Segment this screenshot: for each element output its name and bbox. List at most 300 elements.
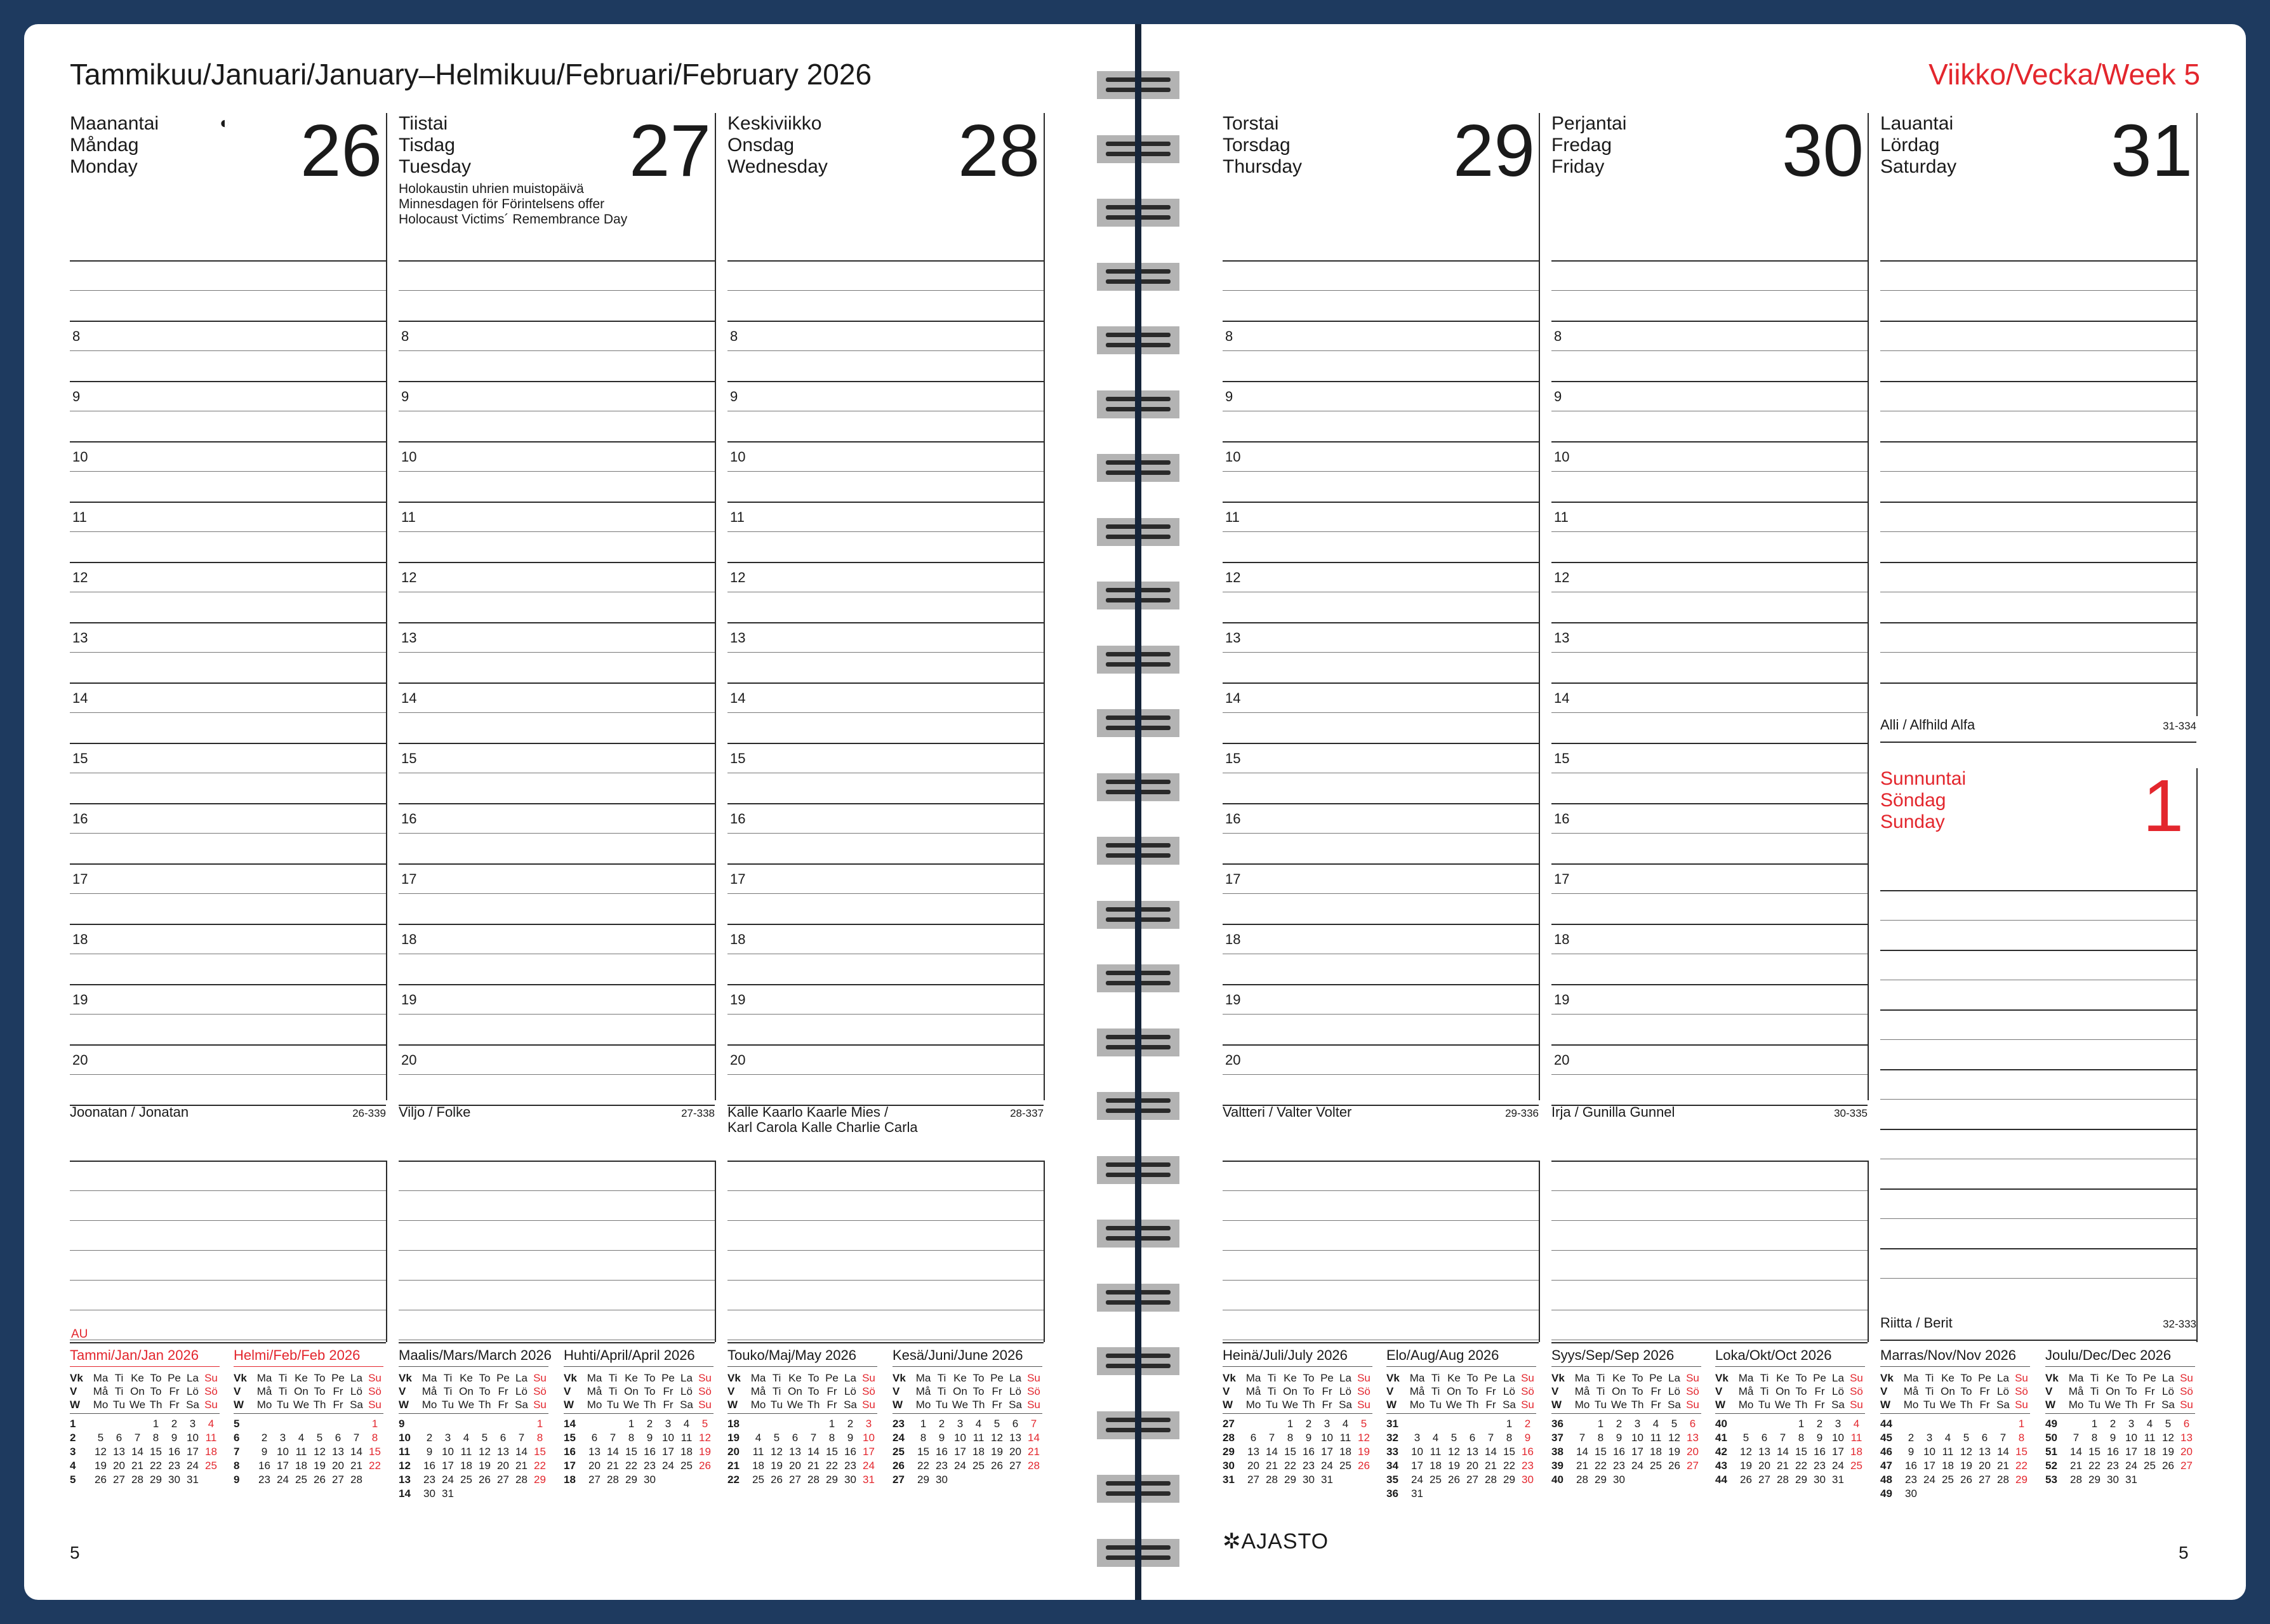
hour-label: 15 xyxy=(1225,750,1241,766)
column-divider xyxy=(2196,113,2198,716)
date-cell: 19 xyxy=(1668,1446,1680,1458)
notes-line xyxy=(727,1250,1044,1251)
ruled-line xyxy=(1551,562,1868,563)
date-cell: 19 xyxy=(991,1446,1003,1458)
date-cell: 11 xyxy=(1430,1446,1442,1458)
hour-label: 18 xyxy=(1554,931,1570,947)
hour-label: 8 xyxy=(730,328,738,344)
date-cell: 1 xyxy=(1506,1418,1513,1430)
date-cell: 24 xyxy=(863,1460,875,1472)
weekday-label: Th xyxy=(972,1399,985,1411)
date-cell: 9 xyxy=(261,1446,268,1458)
date-cell: 27 xyxy=(497,1474,509,1486)
date-cell: 30 xyxy=(1522,1474,1534,1486)
weekday-label: Mo xyxy=(421,1399,437,1411)
day-count-code: 31-334 xyxy=(2163,720,2196,732)
month-rule xyxy=(399,1366,548,1367)
date-cell: 24 xyxy=(1631,1460,1643,1472)
weekday-label: Su xyxy=(368,1399,382,1411)
date-cell: 4 xyxy=(463,1432,470,1444)
date-cell: 8 xyxy=(1287,1432,1294,1444)
weekday-label: W xyxy=(70,1399,81,1411)
date-cell: 5 xyxy=(481,1432,488,1444)
date-cell: 8 xyxy=(828,1432,835,1444)
date-cell: 26 xyxy=(991,1460,1003,1472)
date-cell: 11 xyxy=(680,1432,693,1444)
weekday-label: Th xyxy=(807,1399,820,1411)
weekday-label: Fr xyxy=(1485,1399,1496,1411)
weekday-label: Må xyxy=(421,1385,437,1397)
date-cell: 19 xyxy=(479,1460,491,1472)
date-cell: 27 xyxy=(789,1474,801,1486)
date-cell: 16 xyxy=(936,1446,948,1458)
weekday-label: Fr xyxy=(1485,1385,1496,1397)
date-cell: 15 xyxy=(1284,1446,1296,1458)
weekday-label: W xyxy=(1715,1399,1726,1411)
week-number: 3 xyxy=(70,1446,76,1458)
weekday-label: Fr xyxy=(169,1385,180,1397)
weekday-label: Ti xyxy=(114,1385,124,1397)
hour-label: 17 xyxy=(1554,871,1570,887)
ruled-line xyxy=(727,652,1044,653)
weekday-label: Su xyxy=(533,1399,547,1411)
week-number: 41 xyxy=(1715,1432,1727,1444)
weekday-label: Mo xyxy=(1245,1399,1261,1411)
weekday-label: To xyxy=(150,1372,162,1384)
week-number: 36 xyxy=(1386,1488,1398,1500)
day-name-line: Fredag xyxy=(1551,135,1612,156)
date-cell: 7 xyxy=(1030,1418,1037,1430)
weekday-label: Su xyxy=(698,1399,712,1411)
hour-label: 10 xyxy=(1554,449,1570,465)
date-cell: 3 xyxy=(2128,1418,2135,1430)
weekday-label: Mo xyxy=(256,1399,272,1411)
hour-label: 9 xyxy=(730,389,738,404)
date-cell: 6 xyxy=(116,1432,123,1444)
weekday-label: V xyxy=(1551,1385,1559,1397)
month-rule xyxy=(893,1366,1042,1367)
date-cell: 1 xyxy=(1597,1418,1604,1430)
date-cell: 31 xyxy=(1411,1488,1423,1500)
weekday-label: Fr xyxy=(1322,1385,1332,1397)
week-number: 32 xyxy=(1386,1432,1398,1444)
weekday-label: Sö xyxy=(698,1385,712,1397)
date-cell: 14 xyxy=(1485,1446,1497,1458)
weekday-label: Tu xyxy=(1429,1399,1442,1411)
date-cell: 27 xyxy=(1009,1460,1021,1472)
day-name-line: Thursday xyxy=(1223,156,1303,177)
date-cell: 2 xyxy=(847,1418,854,1430)
weekday-label: Ti xyxy=(1925,1372,1934,1384)
hour-label: 10 xyxy=(401,449,417,465)
date-cell: 23 xyxy=(844,1460,856,1472)
ruled-line xyxy=(70,381,386,382)
date-cell: 25 xyxy=(205,1460,217,1472)
ruled-line xyxy=(70,893,386,894)
date-cell: 19 xyxy=(2162,1446,2174,1458)
week-number: 30 xyxy=(1223,1460,1235,1472)
date-cell: 17 xyxy=(277,1460,289,1472)
ruled-line xyxy=(70,1014,386,1015)
date-cell: 17 xyxy=(2125,1446,2137,1458)
day-column xyxy=(70,109,386,1351)
date-cell: 25 xyxy=(1942,1474,1954,1486)
date-cell: 11 xyxy=(1339,1432,1351,1444)
weekday-label: Ti xyxy=(114,1372,124,1384)
date-cell: 15 xyxy=(826,1446,838,1458)
nameday-line: Valtteri / Valter Volter xyxy=(1223,1104,1352,1120)
hour-label: 20 xyxy=(72,1052,88,1068)
ruled-line xyxy=(399,502,715,503)
date-cell: 3 xyxy=(957,1418,964,1430)
week-number: 21 xyxy=(727,1460,740,1472)
weekday-label: Sa xyxy=(1339,1399,1352,1411)
week-number: 39 xyxy=(1551,1460,1563,1472)
ruled-line xyxy=(1223,321,1539,322)
month-rule xyxy=(1715,1366,1865,1367)
weekday-label: Lö xyxy=(1997,1385,2009,1397)
weekday-label: La xyxy=(515,1372,528,1384)
week-number: 23 xyxy=(893,1418,905,1430)
mini-month xyxy=(1880,1347,2033,1531)
week-number: 22 xyxy=(727,1474,740,1486)
date-cell: 8 xyxy=(2018,1432,2025,1444)
ruled-line xyxy=(727,381,1044,382)
weekday-label: Ti xyxy=(772,1372,781,1384)
ruled-line xyxy=(70,290,386,291)
date-cell: 8 xyxy=(1506,1432,1513,1444)
weekday-label: Fr xyxy=(333,1399,343,1411)
week-number: 45 xyxy=(1880,1432,1892,1444)
ruled-line xyxy=(70,712,386,713)
weekday-label: Ma xyxy=(915,1372,931,1384)
hour-label: 13 xyxy=(730,630,746,646)
date-cell: 18 xyxy=(460,1460,472,1472)
day-name xyxy=(727,113,828,178)
weekday-label: La xyxy=(844,1372,856,1384)
weekday-label: On xyxy=(1612,1385,1626,1397)
date-cell: 5 xyxy=(1450,1432,1457,1444)
weekday-label: V xyxy=(399,1385,406,1397)
month-title: Heinä/Juli/July 2026 xyxy=(1223,1347,1348,1363)
date-cell: 22 xyxy=(1284,1460,1296,1472)
date-cell: 13 xyxy=(1009,1432,1021,1444)
weekday-label: Fr xyxy=(1979,1385,1990,1397)
date-cell: 13 xyxy=(1979,1446,1991,1458)
ruled-line xyxy=(1551,381,1868,382)
date-cell: 28 xyxy=(2070,1474,2082,1486)
weekday-label: Ke xyxy=(1284,1372,1297,1384)
weekday-label: Ti xyxy=(1267,1385,1277,1397)
weekday-label: To xyxy=(1466,1372,1478,1384)
header-rule xyxy=(1386,1413,1536,1414)
hour-label: 14 xyxy=(401,690,417,706)
weekday-label: Ke xyxy=(131,1372,144,1384)
weekday-label: Vk xyxy=(2045,1372,2059,1384)
date-cell: 3 xyxy=(665,1418,672,1430)
weekday-label: Th xyxy=(1466,1399,1479,1411)
weekday-label: Sa xyxy=(844,1399,857,1411)
weekday-label: Fr xyxy=(1322,1399,1332,1411)
ruled-line xyxy=(399,441,715,443)
mini-month xyxy=(564,1347,716,1531)
week-number: 33 xyxy=(1386,1446,1398,1458)
week-number: 31 xyxy=(1386,1418,1398,1430)
weekday-label: W xyxy=(2045,1399,2056,1411)
date-cell: 12 xyxy=(771,1446,783,1458)
weekday-label: Mo xyxy=(2068,1399,2084,1411)
day-number: 31 xyxy=(2110,109,2193,192)
month-rule xyxy=(1223,1366,1372,1367)
weekday-label: Må xyxy=(1574,1385,1590,1397)
date-cell: 30 xyxy=(644,1474,656,1486)
column-divider xyxy=(715,113,716,1100)
ruled-line xyxy=(399,712,715,713)
weekday-label: On xyxy=(953,1385,967,1397)
notes-line xyxy=(1551,1190,1868,1191)
notes-line xyxy=(1551,1161,1868,1162)
week-number: 36 xyxy=(1551,1418,1563,1430)
nameday-line: Viljo / Folke xyxy=(399,1104,471,1120)
date-cell: 2 xyxy=(1524,1418,1531,1430)
hour-label: 17 xyxy=(72,871,88,887)
date-cell: 1 xyxy=(536,1418,543,1430)
ruled-line xyxy=(1551,441,1868,443)
holiday-text xyxy=(399,182,627,227)
nameday xyxy=(70,1105,189,1120)
date-cell: 2 xyxy=(2109,1418,2116,1430)
weekday-label: V xyxy=(1880,1385,1888,1397)
weekday-label: Fr xyxy=(663,1385,674,1397)
date-cell: 5 xyxy=(773,1432,780,1444)
week-number: 53 xyxy=(2045,1474,2057,1486)
day-name xyxy=(1880,768,1966,833)
date-cell: 13 xyxy=(1687,1432,1699,1444)
date-cell: 27 xyxy=(332,1474,344,1486)
date-cell: 26 xyxy=(1668,1460,1680,1472)
weekday-label: Su xyxy=(1521,1399,1534,1411)
date-cell: 18 xyxy=(1339,1446,1351,1458)
ruled-line xyxy=(1223,290,1539,291)
date-cell: 26 xyxy=(479,1474,491,1486)
ruled-line xyxy=(399,924,715,925)
ruled-line xyxy=(399,743,715,744)
week-number: 28 xyxy=(1223,1432,1235,1444)
weekday-label: To xyxy=(1631,1385,1643,1397)
weekday-label: W xyxy=(399,1399,409,1411)
week-number: 16 xyxy=(564,1446,576,1458)
ruled-line xyxy=(70,350,386,351)
date-cell: 21 xyxy=(515,1460,528,1472)
hour-label: 19 xyxy=(72,992,88,1008)
week-number: 14 xyxy=(564,1418,576,1430)
ruled-line xyxy=(70,502,386,503)
week-number: 5 xyxy=(234,1418,240,1430)
weekday-label: Ma xyxy=(1409,1372,1425,1384)
month-title: Touko/Maj/May 2026 xyxy=(727,1347,856,1363)
planner-spread xyxy=(24,24,2246,1600)
ruled-line xyxy=(399,260,715,262)
week-number: 49 xyxy=(2045,1418,2057,1430)
date-cell: 30 xyxy=(1814,1474,1826,1486)
weekday-label: Ti xyxy=(1596,1385,1605,1397)
week-number: 38 xyxy=(1551,1446,1563,1458)
weekday-label: Fr xyxy=(1650,1399,1661,1411)
date-cell: 20 xyxy=(789,1460,801,1472)
day-number: 1 xyxy=(2142,764,2184,847)
weekday-label: Mo xyxy=(915,1399,931,1411)
date-cell: 11 xyxy=(205,1432,217,1444)
weekday-label: Pe xyxy=(1813,1372,1826,1384)
nameday xyxy=(727,1105,918,1135)
date-cell: 20 xyxy=(588,1460,601,1472)
hour-label: 16 xyxy=(401,811,417,827)
weekday-label: To xyxy=(644,1372,656,1384)
date-cell: 14 xyxy=(1997,1446,2009,1458)
date-cell: 13 xyxy=(2180,1432,2193,1444)
date-cell: 30 xyxy=(844,1474,856,1486)
week-number: 47 xyxy=(1880,1460,1892,1472)
date-cell: 27 xyxy=(1247,1474,1259,1486)
date-cell: 10 xyxy=(1411,1446,1423,1458)
date-cell: 4 xyxy=(1944,1432,1951,1444)
weekday-label: V xyxy=(70,1385,77,1397)
ruled-line xyxy=(1551,984,1868,985)
ruled-line xyxy=(1880,682,2196,684)
day-count-code: 27-338 xyxy=(681,1107,715,1119)
weekday-label: Sö xyxy=(862,1385,875,1397)
date-cell: 23 xyxy=(1522,1460,1534,1472)
day-name-line: Onsdag xyxy=(727,135,795,156)
weekday-label: Ke xyxy=(1776,1372,1789,1384)
weekday-label: We xyxy=(129,1399,146,1411)
hour-label: 11 xyxy=(1554,509,1569,525)
weekday-label: Må xyxy=(2068,1385,2084,1397)
date-cell: 9 xyxy=(1524,1432,1531,1444)
ruled-line xyxy=(1880,350,2196,351)
date-cell: 3 xyxy=(1414,1432,1421,1444)
date-cell: 26 xyxy=(314,1474,326,1486)
date-cell: 10 xyxy=(954,1432,966,1444)
hour-label: 16 xyxy=(1225,811,1241,827)
notes-line xyxy=(1551,1280,1868,1281)
hour-label: 11 xyxy=(401,509,416,525)
hour-label: 12 xyxy=(1554,569,1570,585)
ruled-line xyxy=(1880,950,2196,951)
weekday-label: Su xyxy=(862,1399,875,1411)
date-cell: 4 xyxy=(755,1432,762,1444)
date-cell: 23 xyxy=(1905,1474,1917,1486)
weekday-label: Ti xyxy=(2090,1385,2099,1397)
date-cell: 22 xyxy=(1503,1460,1515,1472)
nameday xyxy=(399,1105,470,1120)
day-name-line: Sunday xyxy=(1880,811,1945,832)
ruled-line xyxy=(1880,502,2196,503)
date-cell: 22 xyxy=(2088,1460,2101,1472)
ruled-line xyxy=(1551,471,1868,472)
hour-label: 20 xyxy=(730,1052,746,1068)
weekday-label: To xyxy=(2125,1372,2137,1384)
ruled-line xyxy=(1880,1248,2196,1249)
notes-divider xyxy=(1868,1161,1869,1342)
hour-label: 8 xyxy=(401,328,409,344)
date-cell: 19 xyxy=(1358,1446,1370,1458)
weekday-label: Su xyxy=(204,1372,218,1384)
week-number: 44 xyxy=(1880,1418,1892,1430)
hour-label: 15 xyxy=(72,750,88,766)
hour-label: 18 xyxy=(72,931,88,947)
ruled-line xyxy=(399,803,715,804)
ruled-line xyxy=(1880,1340,2196,1341)
ruled-line xyxy=(1551,863,1868,865)
notes-line xyxy=(70,1220,386,1221)
date-cell: 19 xyxy=(95,1460,107,1472)
weekday-label: W xyxy=(727,1399,738,1411)
week-number: 52 xyxy=(2045,1460,2057,1472)
weekday-label: We xyxy=(787,1399,804,1411)
ruled-line xyxy=(1223,1074,1539,1075)
spine xyxy=(1135,24,1141,1600)
ruled-line xyxy=(70,531,386,532)
date-cell: 30 xyxy=(1905,1488,1917,1500)
date-cell: 25 xyxy=(972,1460,985,1472)
hour-label: 9 xyxy=(1225,389,1233,404)
hour-label: 10 xyxy=(1225,449,1241,465)
ruled-line xyxy=(1223,1014,1539,1015)
header-rule xyxy=(399,1413,548,1414)
nameday xyxy=(1223,1105,1351,1120)
weekday-label: Vk xyxy=(893,1372,906,1384)
weekday-label: Sö xyxy=(2180,1385,2193,1397)
weekday-label: To xyxy=(1795,1372,1807,1384)
weekday-label: La xyxy=(1009,1372,1021,1384)
date-cell: 8 xyxy=(628,1432,635,1444)
weekday-label: Sö xyxy=(1850,1385,1863,1397)
notes-line xyxy=(399,1280,715,1281)
date-cell: 18 xyxy=(680,1446,693,1458)
date-cell: 6 xyxy=(1250,1432,1257,1444)
weekday-label: Th xyxy=(478,1399,491,1411)
ruled-line xyxy=(399,893,715,894)
notes-line xyxy=(1223,1342,1539,1343)
month-title: Elo/Aug/Aug 2026 xyxy=(1386,1347,1499,1363)
weekday-label: Lö xyxy=(350,1385,362,1397)
ruled-line xyxy=(1551,321,1868,322)
ruled-line xyxy=(727,743,1044,744)
date-cell: 17 xyxy=(954,1446,966,1458)
day-name-line: Torstai xyxy=(1223,113,1279,134)
weekday-label: Fr xyxy=(1979,1399,1990,1411)
weekday-label: Lö xyxy=(680,1385,693,1397)
holiday-line: Minnesdagen för Förintelsens offer xyxy=(399,197,605,211)
weekday-label: Fr xyxy=(992,1385,1002,1397)
hour-label: 10 xyxy=(730,449,746,465)
week-number: 19 xyxy=(727,1432,740,1444)
weekday-label: La xyxy=(680,1372,693,1384)
day-count-code: 28-337 xyxy=(1010,1107,1044,1119)
date-cell: 5 xyxy=(1963,1432,1970,1444)
date-cell: 11 xyxy=(295,1446,307,1458)
date-cell: 28 xyxy=(1485,1474,1497,1486)
ruled-line xyxy=(1551,1014,1868,1015)
weekday-label: Lö xyxy=(1668,1385,1680,1397)
weekday-label: Ti xyxy=(937,1372,946,1384)
date-cell: 10 xyxy=(863,1432,875,1444)
date-cell: 10 xyxy=(662,1432,674,1444)
date-cell: 10 xyxy=(1832,1432,1844,1444)
ruled-line xyxy=(70,1044,386,1046)
date-cell: 26 xyxy=(1448,1474,1460,1486)
